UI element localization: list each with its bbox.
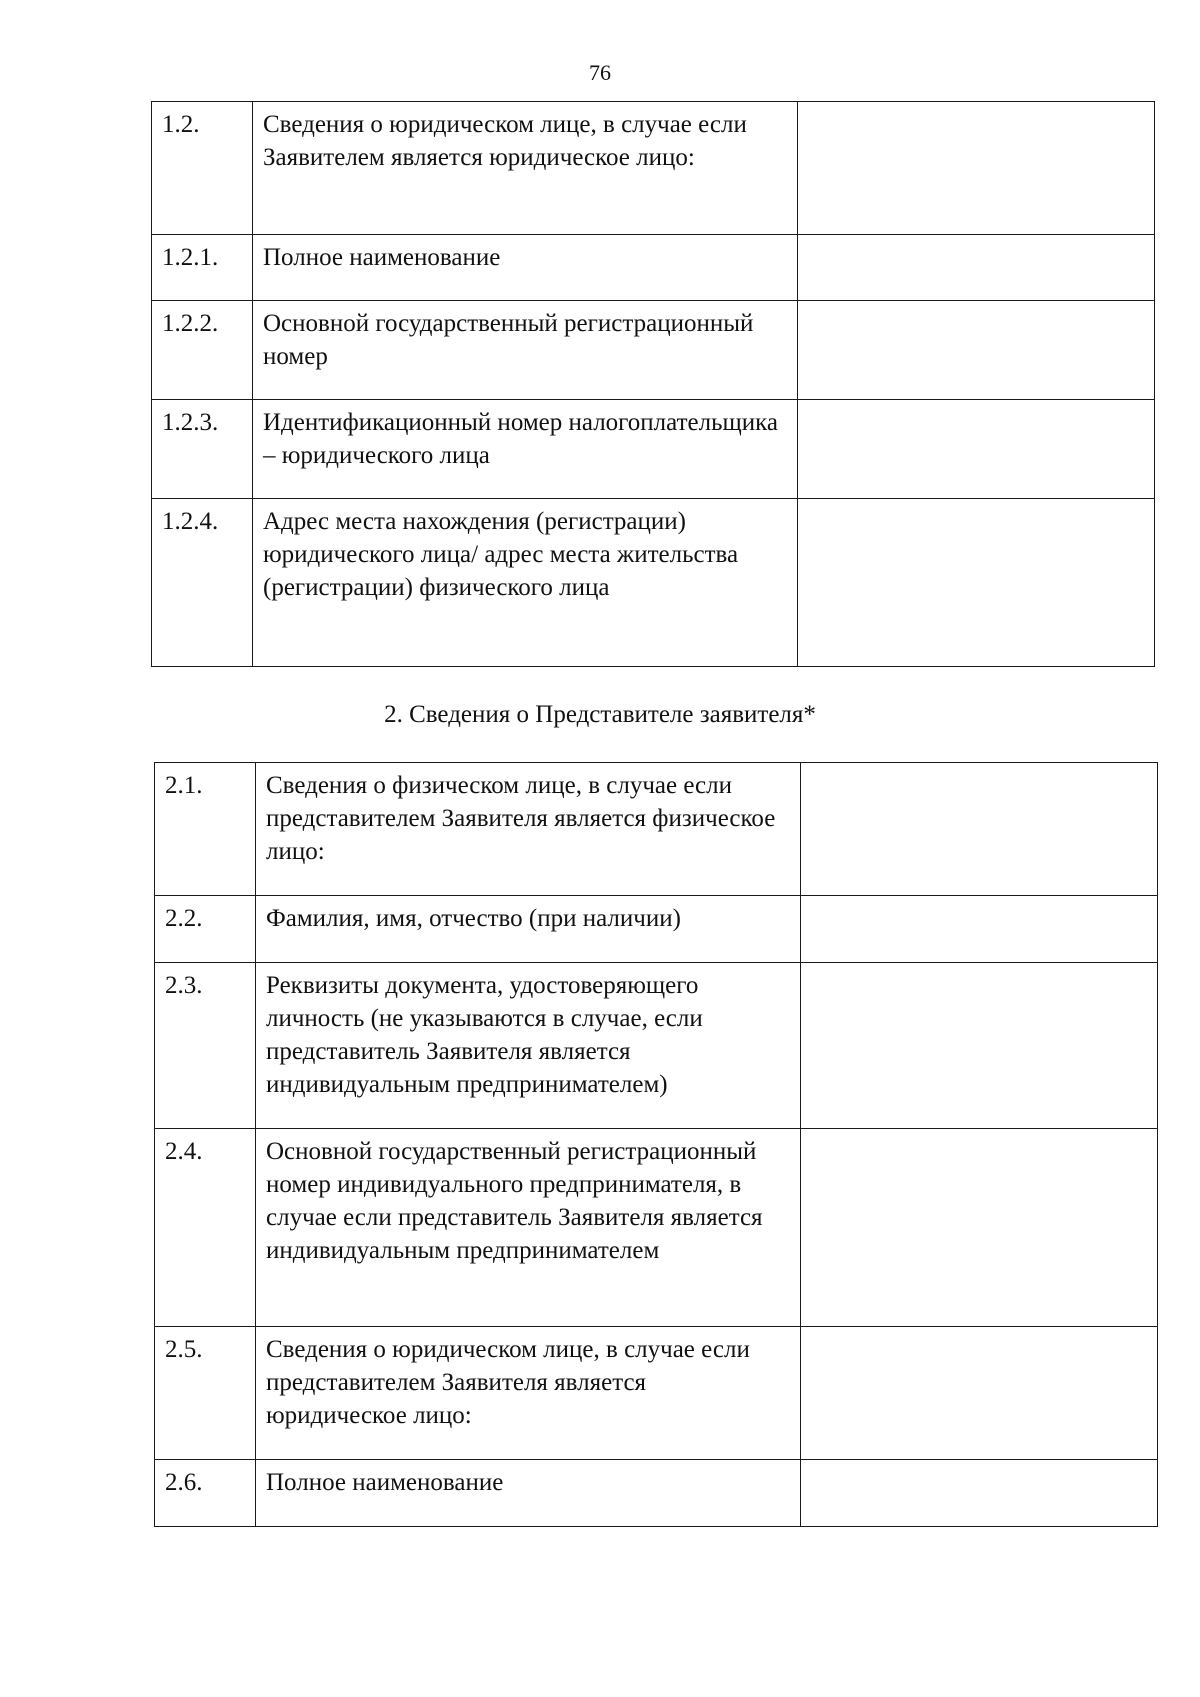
row-number: 2.4. bbox=[155, 1129, 256, 1327]
value-cell[interactable] bbox=[801, 763, 1158, 896]
row-number: 1.2. bbox=[152, 102, 253, 235]
table-row bbox=[152, 400, 1155, 499]
value-cell[interactable] bbox=[801, 896, 1158, 963]
value-cell[interactable] bbox=[801, 1460, 1158, 1527]
row-label: Реквизиты документа, удостоверяющего личность (не указываются в случае, если представитель Заявителя является индивидуальным предпринимателем) bbox=[256, 963, 801, 1129]
table-row bbox=[152, 301, 1155, 400]
row-label: Фамилия, имя, отчество (при наличии) bbox=[256, 896, 801, 963]
table-row bbox=[155, 1327, 1158, 1460]
row-number: 2.1. bbox=[155, 763, 256, 896]
table-row bbox=[155, 963, 1158, 1129]
row-number: 1.2.2. bbox=[152, 301, 253, 400]
row-label: Сведения о юридическом лице, в случае если Заявителем является юридическое лицо: bbox=[253, 102, 798, 235]
row-number: 1.2.1. bbox=[152, 235, 253, 301]
row-label: Адрес места нахождения (регистрации) юридического лица/ адрес места жительства (регистрации) физического лица bbox=[253, 499, 798, 667]
table-row bbox=[155, 896, 1158, 963]
value-cell[interactable] bbox=[798, 102, 1155, 235]
table-row bbox=[155, 1460, 1158, 1527]
row-label: Идентификационный номер налогоплательщика – юридического лица bbox=[253, 400, 798, 499]
row-label: Основной государственный регистрационный номер bbox=[253, 301, 798, 400]
value-cell[interactable] bbox=[801, 963, 1158, 1129]
representative-table bbox=[154, 762, 1158, 1527]
row-number: 2.5. bbox=[155, 1327, 256, 1460]
row-label: Сведения о физическом лице, в случае если представителем Заявителя является физическое лицо: bbox=[256, 763, 801, 896]
row-label: Полное наименование bbox=[253, 235, 798, 301]
page-number: 76 bbox=[589, 60, 611, 85]
table-row bbox=[155, 763, 1158, 896]
row-number: 2.2. bbox=[155, 896, 256, 963]
row-label: Полное наименование bbox=[256, 1460, 801, 1527]
row-number: 1.2.3. bbox=[152, 400, 253, 499]
value-cell[interactable] bbox=[798, 400, 1155, 499]
row-label: Основной государственный регистрационный номер индивидуального предпринимателя, в случае если представитель Заявителя является индивидуальным предпринимателем bbox=[256, 1129, 801, 1327]
table-row bbox=[152, 235, 1155, 301]
table-row bbox=[152, 499, 1155, 667]
row-number: 1.2.4. bbox=[152, 499, 253, 667]
applicant-legal-entity-table bbox=[151, 101, 1155, 667]
row-number: 2.3. bbox=[155, 963, 256, 1129]
table-row bbox=[152, 102, 1155, 235]
section-heading: 2. Сведения о Представителе заявителя* bbox=[384, 701, 816, 728]
value-cell[interactable] bbox=[798, 235, 1155, 301]
table-row bbox=[155, 1129, 1158, 1327]
row-number: 2.6. bbox=[155, 1460, 256, 1527]
value-cell[interactable] bbox=[801, 1327, 1158, 1460]
row-label: Сведения о юридическом лице, в случае если представителем Заявителя является юридическое лицо: bbox=[256, 1327, 801, 1460]
value-cell[interactable] bbox=[798, 499, 1155, 667]
value-cell[interactable] bbox=[801, 1129, 1158, 1327]
value-cell[interactable] bbox=[798, 301, 1155, 400]
